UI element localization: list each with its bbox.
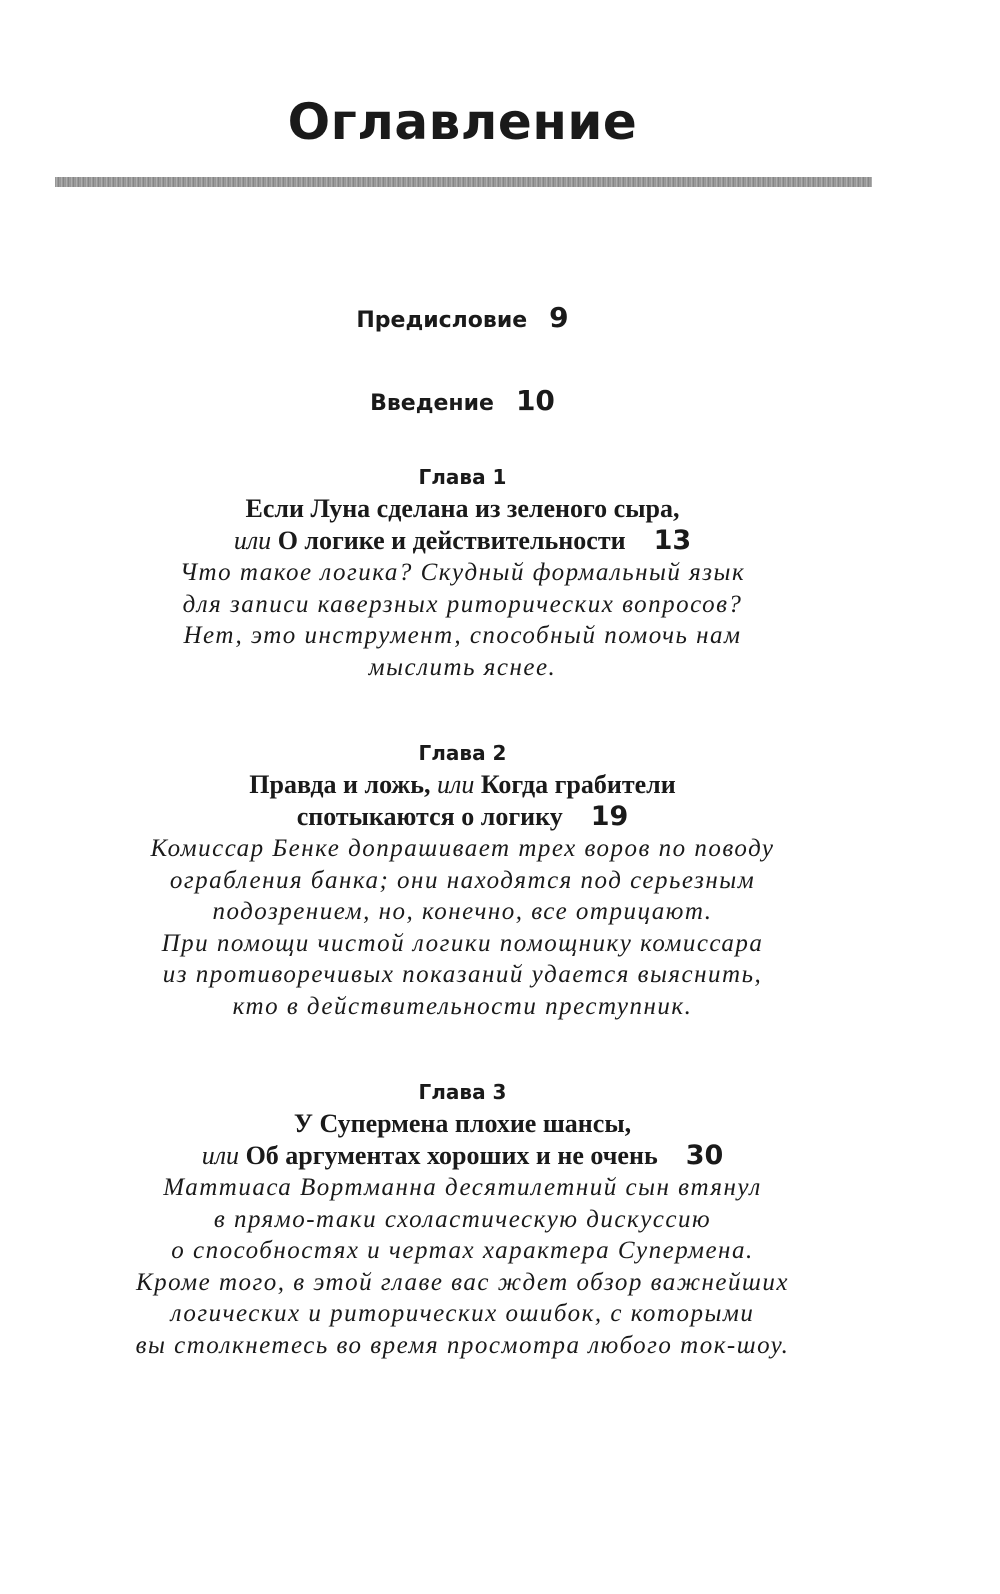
chapter-title-line	[0, 801, 925, 833]
page-number: 10	[515, 384, 555, 417]
chapter-title-line: Если Луна сделана из зеленого сыра,	[245, 494, 680, 523]
page-number: 9	[549, 301, 569, 334]
entry-label: Предисловие	[356, 308, 528, 333]
page-number: 13	[653, 525, 692, 556]
or-word: или	[233, 526, 272, 555]
table-of-contents	[0, 295, 925, 1415]
chapter-description	[0, 557, 925, 683]
description-line: При помощи чистой логики помощнику комиссара	[161, 929, 764, 957]
chapter-title: Правда и ложь,	[249, 770, 431, 799]
description-line: о способностях и чертах характера Супермена.	[171, 1237, 754, 1264]
chapter-description	[0, 1172, 925, 1361]
chapter-label: Глава 1	[418, 465, 507, 489]
chapter-subtitle-cont: спотыкаются о логику	[296, 802, 563, 831]
toc-chapter-2[interactable]	[0, 737, 925, 1022]
description-line: Маттиаса Вортманна десятилетний сын втянул	[163, 1174, 762, 1201]
toc-entry-introduction[interactable]	[0, 378, 925, 427]
chapter-label: Глава 2	[418, 741, 507, 765]
description-line: вы столкнетесь во время просмотра любого ток-шоу.	[135, 1331, 790, 1359]
chapter-title-line	[0, 769, 925, 801]
description-line: для записи каверзных риторических вопросов?	[182, 590, 743, 618]
description-line: кто в действительности преступник.	[232, 992, 693, 1020]
toc-entry-preface[interactable]	[0, 295, 925, 344]
chapter-label: Глава 3	[418, 1080, 507, 1104]
description-line: подозрением, но, конечно, все отрицают.	[212, 898, 713, 925]
chapter-title-line	[0, 1140, 925, 1172]
entry-label: Введение	[370, 391, 494, 416]
chapter-subtitle: Об аргументах хороших и не очень	[245, 1141, 658, 1170]
description-line: Нет, это инструмент, способный помочь нам	[183, 622, 742, 649]
or-word: или	[437, 770, 475, 799]
title-rule	[55, 177, 872, 187]
page-number: 30	[685, 1140, 724, 1171]
chapter-title-line: У Супермена плохие шансы,	[293, 1109, 632, 1138]
page-title: Оглавление	[287, 93, 638, 151]
chapter-subtitle: О логике и действительности	[277, 526, 626, 555]
or-word: или	[201, 1141, 240, 1170]
chapter-title-line	[0, 525, 925, 557]
chapter-description	[0, 833, 925, 1022]
description-line: ограбления банка; они находятся под серьезным	[169, 866, 756, 894]
description-line: Кроме того, в этой главе вас ждет обзор важнейших	[136, 1268, 789, 1296]
toc-chapter-3[interactable]	[0, 1076, 925, 1361]
description-line: Комиссар Бенке допрашивает трех воров по поводу	[150, 835, 775, 862]
description-line: логических и риторических ошибок, с которыми	[170, 1300, 755, 1327]
page-number: 19	[590, 801, 629, 832]
chapter-subtitle: Когда грабители	[480, 770, 676, 799]
description-line: мыслить яснее.	[368, 653, 557, 681]
toc-chapter-1[interactable]	[0, 461, 925, 683]
description-line: Что такое логика? Скудный формальный язык	[179, 559, 746, 586]
description-line: из противоречивых показаний удается выяснить,	[162, 961, 763, 988]
description-line: в прямо-таки схоластическую дискуссию	[213, 1205, 712, 1233]
